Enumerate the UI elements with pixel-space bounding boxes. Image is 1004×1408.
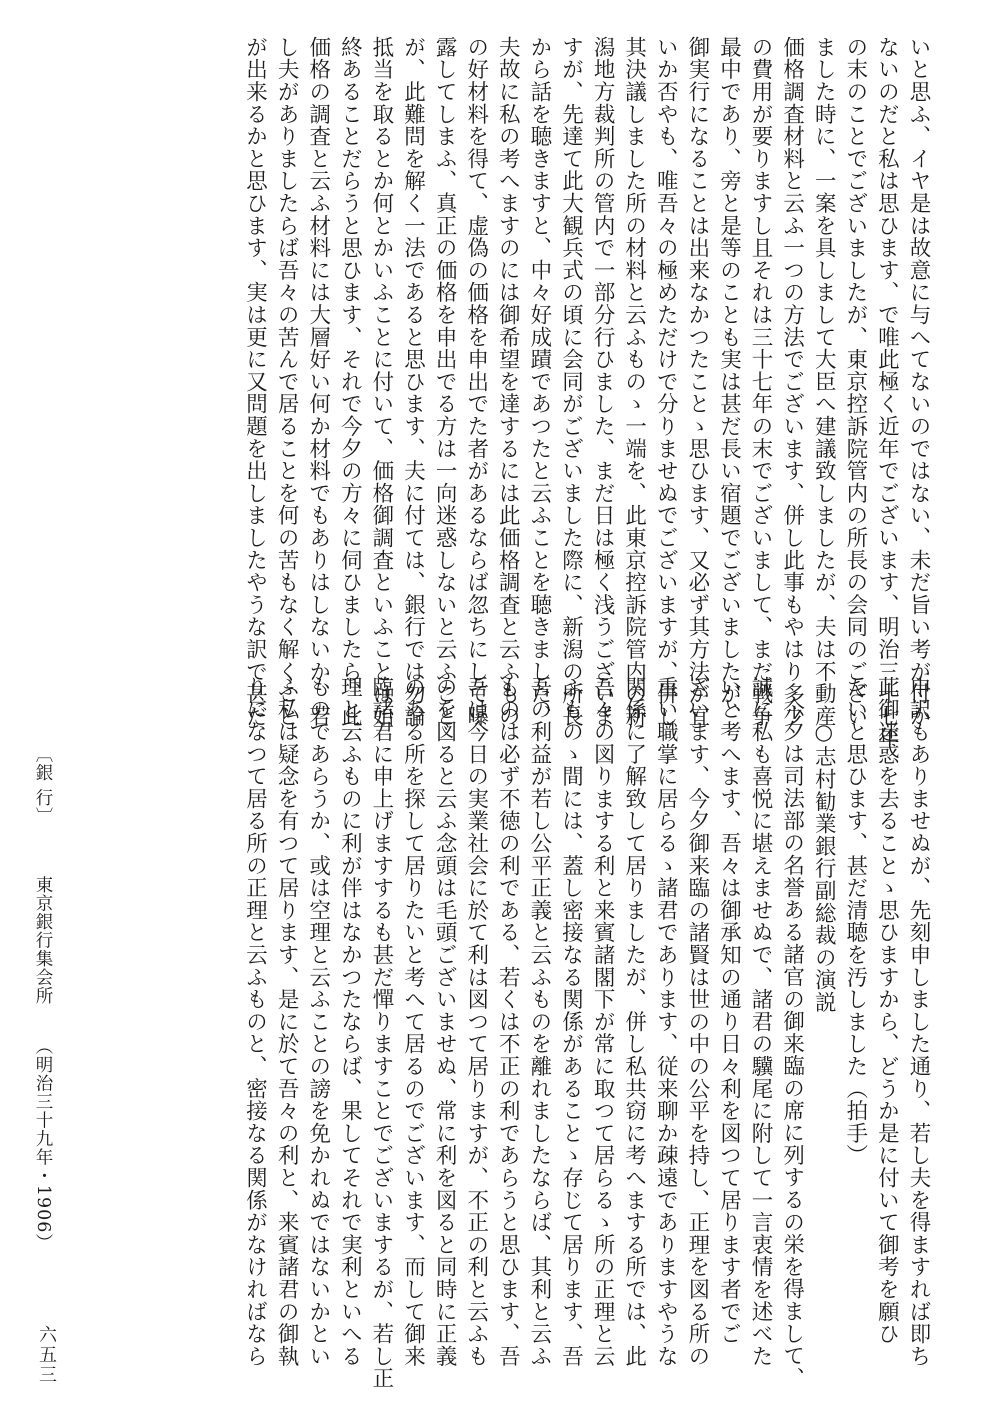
upper-text-column: 価格の調査と云ふ材料には大層好い何か材料でもありはしないか、若 xyxy=(305,36,331,728)
lower-text-column: 申訳もありませぬが、先刻申しました通り、若し夫を得ますれば即ち xyxy=(906,676,931,1368)
upper-text-column: いか否やも、唯吾々の極めただけで分りませぬでございますが、併し xyxy=(653,36,679,728)
lower-text-column: ものは必ず不徳の利である、若くは不正の利であらうと思ひます、吾 xyxy=(495,676,521,1368)
upper-text-column: 最中であり、旁と是等のことも実は甚だ長い宿題でございましたが、 xyxy=(716,36,742,728)
upper-text-column: すが、先達て此大観兵式の頃に会同がございました際に、新潟の所長 xyxy=(558,36,584,728)
lower-text-column: ふ私は疑念を有つて居ります、是に於て吾々の利と、来賓諸君の御執 xyxy=(274,676,300,1368)
lower-text-column: 吾は今日の実業社会に於て利は図つて居りますが、不正の利と云ふも xyxy=(463,676,489,1368)
page-number: 六五三 xyxy=(36,1325,57,1385)
lower-text-column: 臨諸君に申上げますするも甚だ憚りますことでございまするが、若し正 xyxy=(368,676,394,1390)
upper-text-column: 価格調査材料と云ふ一つの方法でございます、併し此事もやはり多少 xyxy=(779,36,805,728)
upper-text-column: から話を聴きますと、中々好成蹟であつたと云ふことを聴きました、 xyxy=(526,36,552,728)
lower-text-column: 此御迷惑を去ることゝ思ひますから、どうか是に付いて御考を願ひ xyxy=(874,676,900,1345)
upper-text-column: 終あることだらうと思ひます、それで今夕の方々に伺ひましたら、此 xyxy=(337,36,363,728)
upper-text-column: し夫がありましたらば吾々の苦んで居ることを何の苦もなく解くこと xyxy=(274,36,300,728)
upper-text-column: 潟地方裁判所の管内で一部分行ひました、まだ日は極く浅うございま xyxy=(590,36,616,728)
lower-text-column: 関係に了解致して居りましたが、併し私共窃に考へまする所では、此 xyxy=(621,676,647,1368)
upper-text-column: いと思ふ、イヤ是は故意に与へてないのではない、未だ旨い考が付か xyxy=(906,36,931,728)
upper-text-column: ました時に、一案を具しまして大臣へ建議致しましたが、夫は不動産 xyxy=(811,36,837,728)
lower-text-column: ものであらうか、或は空理と云ふことの謗を免かれぬではないかとい xyxy=(305,676,331,1368)
lower-text-column: のある所を探して居りたいと考へて居るのでございます、而して御来 xyxy=(400,676,426,1368)
lower-text-column: りになつて居る所の正理と云ふものと、密接なる関係がなければなら xyxy=(242,676,268,1368)
upper-text-column: の好材料を得て、虚偽の価格を申出でた者があるならば忽ちにして曝 xyxy=(463,36,489,728)
lower-text-column: 理と云ふものに利が伴はなかつたならば、果してそれで実利といへる xyxy=(337,676,363,1368)
lower-text-column: ふものゝ間には、蓋し密接なる関係があることゝ存じて居ります、吾 xyxy=(558,676,584,1368)
upper-text-column: 露してしまふ、真正の価格を申出でる方は一向迷惑しないと云ふこと xyxy=(432,36,458,728)
lower-text-column: 今夕は司法部の名誉ある諸官の御来臨の席に列するの栄を得まして、 xyxy=(779,698,805,1390)
footer-date: （明治三十九年・1906） xyxy=(33,1036,53,1252)
upper-text-column: 抵当を取るとか何とかいふことに付いて、価格御調査といふことは始 xyxy=(368,36,394,728)
speech-heading: ○志村勧業銀行副総裁の演説 xyxy=(811,720,837,1014)
footer-section: 〔銀 行〕 xyxy=(33,745,53,826)
lower-text-column: いと考へます、吾々は御承知の通り日々利を図つて居ります者でご xyxy=(716,676,742,1345)
lower-text-column: ざいます、今夕御来臨の諸賢は世の中の公平を持し、正理を図る所の xyxy=(684,676,710,1368)
lower-text-column: 誠に私も喜悦に堪えませぬで、諸君の驥尾に附して一言衷情を述べた xyxy=(748,676,774,1368)
upper-text-block xyxy=(114,36,934,750)
lower-text-column: のを図ると云ふ念頭は毛頭ございませぬ、常に利を図ると同時に正義 xyxy=(432,676,458,1368)
upper-text-column: が、此難問を解く一法であると思ひます、夫に付ては、銀行では勿論 xyxy=(400,36,426,728)
upper-text-column: の末のことでございましたが、東京控訴院管内の所長の会同のござい xyxy=(842,36,868,728)
lower-text-column: たいと思ひます、甚だ清聴を汚しました（拍手） xyxy=(842,676,868,1167)
upper-text-column: ないのだと私は思ひます、で唯此極く近年でございます、明治三十七年 xyxy=(874,36,900,750)
upper-text-column: が出来るかと思ひます、実は更に又問題を出しましたやうな訳で甚だ xyxy=(242,36,268,728)
lower-text-column: 重い職掌に居らるゝ諸君であります、従来聊か疎遠でありますやうな xyxy=(653,676,679,1368)
lower-text-block xyxy=(204,676,934,1390)
upper-text-column: の費用が要りますし且それは三十七年の末でございまして、まだ戦争 xyxy=(748,36,774,728)
upper-text-column: 其決議しました所の材料と云ふものゝ一端を、此東京控訴院管内の新 xyxy=(621,36,647,728)
upper-text-column: 御実行になることは出来なかつたことゝ思ひます、又必ず其方法が宜 xyxy=(684,36,710,728)
footer-organization: 東京銀行集会所 xyxy=(33,875,53,1006)
running-footer xyxy=(30,745,56,1305)
upper-text-column: 夫故に私の考へますのには御希望を達するには此価格調査と云ふもの xyxy=(495,36,521,728)
lower-text-column: 吾々の図りまする利と来賓諸閣下が常に取つて居らるゝ所の正理と云 xyxy=(590,676,616,1368)
lower-text-column: 吾の利益が若し公平正義と云ふものを離れましたならば、其利と云ふ xyxy=(526,676,552,1368)
